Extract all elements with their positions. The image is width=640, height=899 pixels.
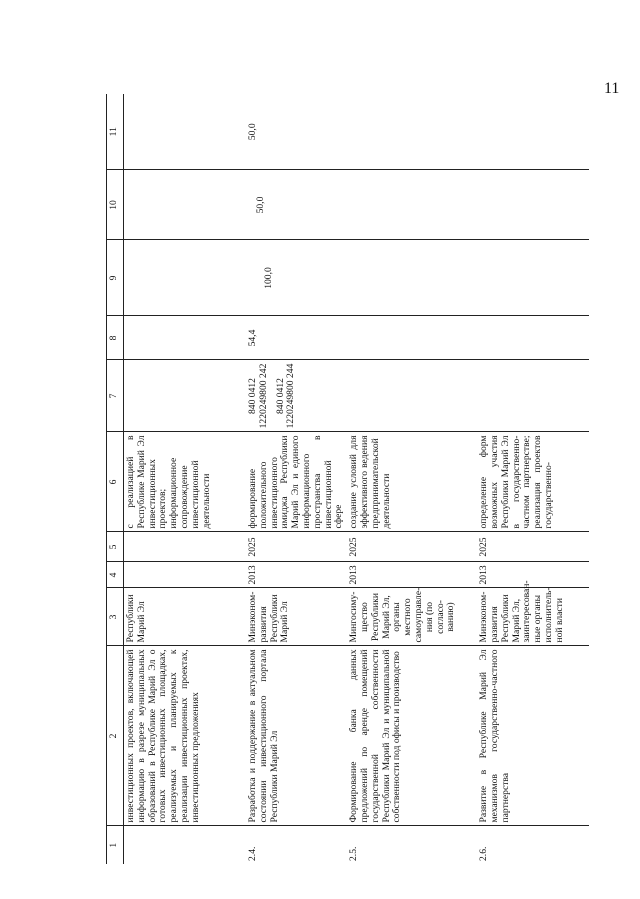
table-row (246, 94, 347, 864)
col-header-8: 8 (107, 316, 124, 360)
start-year: 2013 (246, 562, 347, 588)
start-year (124, 562, 247, 588)
value-col-11 (477, 94, 589, 170)
result-text: формирование положительного инвестиционного имиджа Республики Марий Эл и единого информационного пространства в инвестиционной сфере (246, 432, 347, 532)
value-col-9 (347, 240, 477, 316)
col-header-6: 6 (107, 432, 124, 532)
budget-code (124, 360, 247, 432)
rotated-table-container (106, 94, 630, 864)
budget-code-2: 840 0412 1220249800 244 (274, 363, 297, 429)
budget-code (477, 360, 589, 432)
col-header-4: 4 (107, 562, 124, 588)
table-row (124, 94, 247, 864)
col-header-7: 7 (107, 360, 124, 432)
executor-text: Минэконом-развития Республики Марий Эл, заинтересован-ные органы исполнитель-ной власти (477, 588, 589, 646)
value-col-11: 50,0 (246, 94, 347, 170)
col-header-9: 9 (107, 240, 124, 316)
value-col-9 (477, 240, 589, 316)
value-col-9-text: 100,0 (263, 267, 274, 289)
budget-code (347, 360, 477, 432)
col-header-1: 1 (107, 826, 124, 864)
activity-table (106, 94, 589, 864)
start-year: 2013 (477, 562, 589, 588)
activity-text: инвестиционных проектов, включающей информацию в разрезе муниципальных образований в Республике Марий Эл о готовых инвестиционных площадках, реализуемых и планируемых к реализации инвестиционных проектах, инвестиционных предложениях (124, 646, 247, 826)
value-col-11 (124, 94, 247, 170)
row-number: 2.4. (247, 846, 258, 861)
value-col-8: 54,4 (246, 316, 347, 360)
col-header-10: 10 (107, 170, 124, 240)
col-header-11: 11 (107, 94, 124, 170)
end-year: 2025 (347, 532, 477, 562)
executor-text: Республики Марий Эл (124, 588, 247, 646)
col-header-3: 3 (107, 588, 124, 646)
result-text: создание условий для эффективного ведения предпринимательской деятельности (347, 432, 477, 532)
result-text: определение форм возможных участия Республики Марий Эл в государственно-частном партнерстве; реализация проектов государственно- (477, 432, 589, 532)
value-col-10 (246, 170, 347, 240)
value-col-8 (124, 316, 247, 360)
table-row (477, 94, 589, 864)
result-text: с реализацией в Республике Марий Эл инвестиционных проектов; информационное сопровождение инвестиционной деятельности (124, 432, 247, 532)
start-year: 2013 (347, 562, 477, 588)
row-number: 2.6. (478, 846, 490, 861)
activity-text: Разработка и поддержание в актуальном состоянии инвестиционного портала Республики Марий Эл (246, 646, 347, 826)
row-number: 2.5. (348, 846, 360, 861)
value-col-10 (477, 170, 589, 240)
value-col-8 (477, 316, 589, 360)
value-col-9 (124, 240, 247, 316)
executor-text: Мингосиму-щество Республики Марий Эл, органы местного самоуправле-ния (по согласо-ванию) (347, 588, 477, 646)
end-year: 2025 (477, 532, 589, 562)
activity-text: Формирование банка данных предложений по аренде помещений государственной собственности Республики Марий Эл и муниципальной собственности под офисы и производство (347, 646, 477, 826)
value-col-10 (347, 170, 477, 240)
col-header-2: 2 (107, 646, 124, 826)
value-col-11 (347, 94, 477, 170)
page-number: 11 (604, 80, 620, 97)
value-col-10-text: 50,0 (255, 196, 266, 214)
executor-text: Минэконом-развития Республики Марий Эл (246, 588, 347, 646)
header-row (107, 94, 124, 864)
col-header-5: 5 (107, 532, 124, 562)
activity-text: Развитие в Республике Марий Эл механизмов государственно-частного партнерства (477, 646, 589, 826)
value-col-10 (124, 170, 247, 240)
table-row (347, 94, 477, 864)
value-col-9 (246, 240, 347, 316)
end-year (124, 532, 247, 562)
budget-code-1: 840 0412 1220249800 242 (247, 363, 269, 429)
budget-code (246, 360, 347, 432)
value-col-8 (347, 316, 477, 360)
end-year: 2025 (246, 532, 347, 562)
row-number (124, 826, 247, 864)
